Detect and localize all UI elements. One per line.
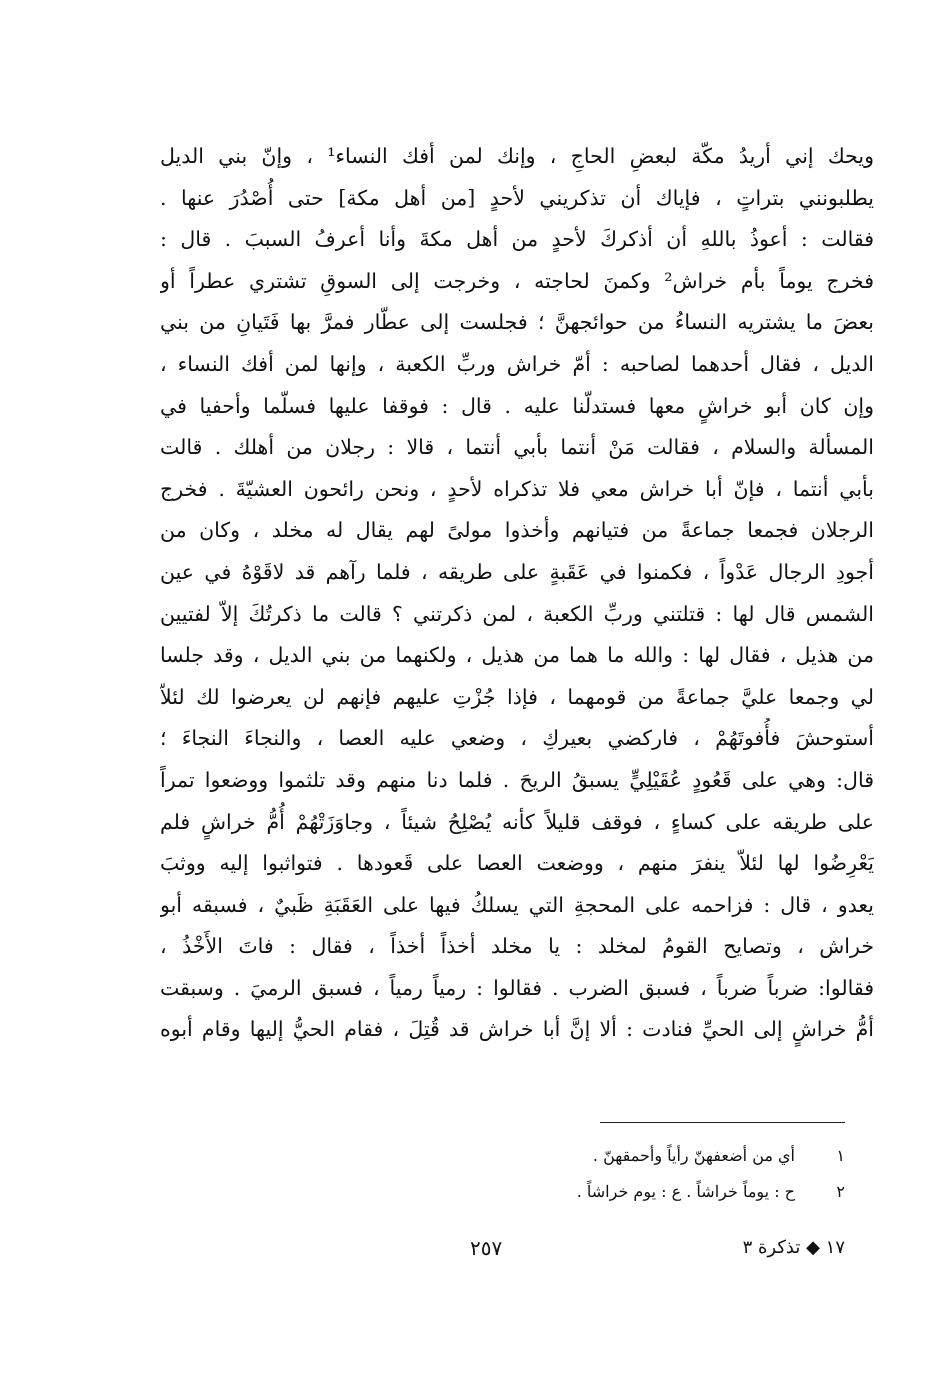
text-line: المسألة والسلام ، فقالت مَنْ أنتما بأبي أنتما ، قالا : رجلان من أهلك . قالت xyxy=(160,435,874,460)
footnote-divider xyxy=(600,1122,845,1123)
text-line: أمُّ خراشٍ إلى الحيِّ فنادت : ألا إنَّ أبا خراش قد قُتِلَ ، فقام الحيُّ إليها وقام أبوه xyxy=(160,1017,874,1042)
footnote-text: أي من أضعفهنّ رأياً وأحمقهنّ . xyxy=(592,1146,795,1165)
text-line: بأبي أنتما ، فإنّ أبا خراش معي فلا تذكراه لأحدٍ ، ونحن رائحون العشيّةَ . فخرج xyxy=(160,476,874,501)
text-line: لي وجمعا عليَّ جماعةً من قومهما ، فإذا جُزْتِ عليهم فإنهم لن يعرضوا لك لئلاّ xyxy=(160,684,874,709)
footnotes xyxy=(245,1138,845,1210)
text-line: فخرج يوماً بأم خراش² وكمنَ لحاجته ، وخرجت إلى السوقِ تشتري عطراً أو xyxy=(160,268,874,293)
printer-signature: ١٧ ◆ تذكرة ٣ xyxy=(742,1237,845,1258)
text-line: أستوحشَ فأُفوتَهُمْ ، فاركضي بعيركِ ، وضعي عليه العصا ، والنجاءَ النجاءَ ؛ xyxy=(160,726,874,751)
text-line: الديل ، فقال أحدهما لصاحبه : أمّ خراش وربِّ الكعبة ، وإنها لمن أفك النساء ، xyxy=(160,351,874,376)
text-line: على طريقه على كساءٍ ، فوقف قليلاً كأنه يُصْلِحُ شيئاً ، وجاوَزَتْهُمْ أُمُّ خراشٍ فلم xyxy=(160,809,874,834)
text-line: بعضَ ما يشتريه النساءُ من حوائجهنَّ ؛ فجلست إلى عطّار فمرَّ بها فَتَيانِ من بني xyxy=(160,310,874,335)
text-line: فقالت : أعوذُ باللهِ أن أذكركَ لأحدٍ من أهل مكةَ وأنا أعرفُ السببَ . قال : xyxy=(160,227,874,252)
footnote xyxy=(245,1174,845,1210)
text-line: من هذيل ، فقال لها : والله ما هما من هذيل ، ولكنهما من بني الديل ، وقد جلسا xyxy=(160,643,874,668)
page-number: ٢٥٧ xyxy=(470,1236,503,1260)
text-line: يَعْرِضُوا لها لئلاّ ينفرَ منهم ، ووضعت العصا على قَعودها . فتواثبوا إليه ووثبَ xyxy=(160,851,874,876)
footnote-number: ٢ xyxy=(836,1182,845,1201)
footnote xyxy=(245,1138,845,1174)
footnote-number: ١ xyxy=(836,1146,845,1165)
text-line: الرجلان فجمعا جماعةً من فتيانهم وأخذوا مولىً لهم يقال له مخلد ، وكان من xyxy=(160,518,874,543)
text-line: يعدو ، قال : فزاحمه على المحجةِ التي يسلكُ فيها على العَقَبَةِ ظَبيٌ ، فسبقه أبو xyxy=(160,892,874,917)
text-line: فقالوا: ضرباً ضرباً ، فسبق الضرب . فقالوا : رمياً رمياً ، فسبق الرميَ . وسبقت xyxy=(160,975,874,1000)
body-text xyxy=(160,136,874,1051)
text-line: خراش ، وتصايح القومُ لمخلد : يا مخلد أخذاً أخذاً ، فقال : فاتَ الأَخْذُ ، xyxy=(160,934,874,959)
text-line: الشمس قال لها : قتلتني وربِّ الكعبة ، لمن ذكرتني ؟ قالت ما ذكرتُكَ إلاّ لفتيين xyxy=(160,601,874,626)
text-line: يطلبونني بتراتٍ ، فإياك أن تذكريني لأحدٍ [من أهل مكة] حتى أُصْدُرَ عنها . xyxy=(160,185,874,210)
text-line: ويحك إني أريدُ مكّة لبعضِ الحاجِ ، وإنك لمن أفك النساء¹ ، وإنّ بني الديل xyxy=(160,144,874,168)
text-line: قال: وهي على قَعُودٍ عُقَيْلِيٍّ يسبقُ الريحَ . فلما دنا منهم وقد تلثموا ووضعوا تمراً xyxy=(160,767,874,792)
footnote-text: ح : يوماً خراشاً . ع : يوم خراشاً . xyxy=(576,1182,795,1201)
text-line: أجودِ الرجال عَدْواً ، فكمنوا في عَقَبةٍ على طريقه ، فلما رآهم قد لاقَوْهُ في عين xyxy=(160,559,874,584)
text-line: وإن كان أبو خراشٍ معها فستدلّنا عليه . قال : فوقفا عليها فسلّما وأحفيا في xyxy=(160,393,874,418)
